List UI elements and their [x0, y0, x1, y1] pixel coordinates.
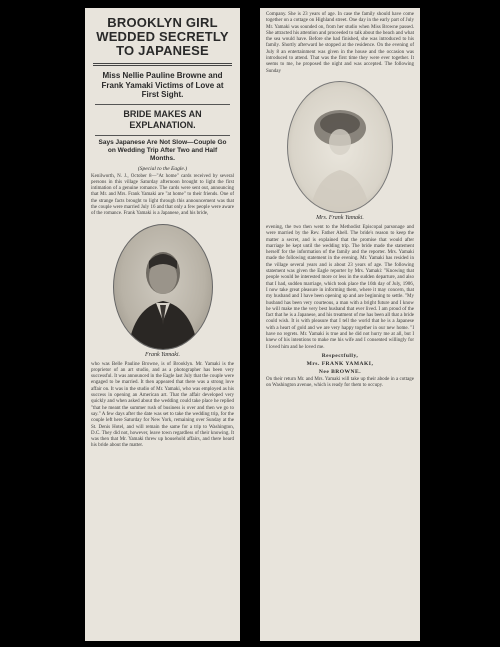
- article-continued-top: Company. She is 23 years of age. In case the family should have come together on a cottage on Highland street. One day in the early part of July Mr. Yamaki was sounded on, from her studio when Miss Browne passed. She attracted his attention and proceeded to talk about the beach and what the sea would have. Before she had finished, she was introduced to his family. Shortly afterward he stopped at the residence. On the evening of July 8 an entertainment was given in the house and the occasion was introduced to attend. That was the first time they were ever together. It seems to me, he proposed the night and was accepted. The following Sunday: [266, 12, 415, 74]
- closing-paragraph: On their return Mr. and Mrs. Yamaki will take up their abode in a cottage on Washington avenue, which is ready for them to occupy.: [266, 376, 414, 389]
- headline: BROOKLYN GIRL WEDDED SECRETLY TO JAPANESE: [96, 15, 229, 58]
- man-photo-icon: [114, 225, 212, 349]
- right-clipping: [260, 8, 420, 641]
- deck-heading: BRIDE MAKES AN EXPLANATION.: [123, 108, 202, 130]
- article-body-part-1: Kenilworth, N. J., October 8—"At home" cards received by several persons in this village Saturday afternoon brought to light the first intimation of a genuine romance. The cards were sent out, announcing that Mr. and Mrs. Frank Yamaki are "at home" to their friends. One of the strange facts brought to light through this announcement was that the couple were married July 16 and that only a few people were aware of the romance. Frank Yamaki is a Japanese, and his bride,: [91, 173, 234, 217]
- left-clipping: [85, 8, 240, 641]
- summary-head: Says Japanese Are Not Slow—Couple Go on Wedding Trip After Two and Half Months.: [98, 138, 227, 162]
- signature-nee: Nee BROWNE.: [318, 368, 362, 375]
- portrait-frank-yamaki: [113, 224, 213, 350]
- divider: [95, 104, 230, 105]
- signature-name: Mrs. FRANK YAMAKI,: [306, 360, 374, 367]
- divider: [95, 135, 230, 136]
- dateline: (Special to the Eagle.): [137, 165, 188, 172]
- portrait-caption: Frank Yamaki.: [144, 351, 181, 358]
- portrait-caption: Mrs. Frank Yamaki.: [316, 214, 364, 221]
- portrait-mrs-yamaki: [287, 81, 393, 213]
- article-continued-bottom: evening, the two then went to the Methodist Episcopal parsonage and were married by the Rev. Father Abell. The bride's reason to keep the matter a secret, and is explained that the promise that would after marriage be kept until the wedding trip. The bride made the statement herself for the information of the family and the reporter. Mrs. Yamaki made the following statement in the evening. Mr. Yamaki has resided in the village several years and is about 23 years of age. The following statement was given the Eagle reporter by Mrs. Yamaki: "Knowing that people would be interested more or less in the sudden departure, and also that I had, sudden marriage, which took place the 16th day of July, 1906, I now take great pleasure in informing them, where it may concern, that my husband and I have been opening up and are beginning to settle. "My husband has been very courteous, a man with a bright future and I know he will make me the very best husband that ever lived. I am proud of the fact that he is a Japanese, and his treatment of me has been all that a bride could wish. It is with pleasure that I tell the world that he is a Japanese with a heart of gold and we are very happy together in our new home. "I have no regrets. Mr. Yamaki is true and he did not hurry me at all, but I knew of his intentions to make me his wife and I consented willingly for I loved him and he loved me.: [266, 224, 414, 350]
- woman-photo-icon: [288, 82, 392, 212]
- divider: [93, 63, 232, 66]
- subheadline: Miss Nellie Pauline Browne and Frank Yamaki Victims of Love at First Sight.: [101, 71, 224, 99]
- article-body-part-2: who was Belle Pauline Browne, is of Brooklyn. Mr. Yamaki is the proprietor of an art studio, and as a photographer has been very successful. It was announced in the Eagle last July that the couple were engaged to be married. It then appeared that there was a strong love affair on. It was in the studio of Mr. Yamaki, who was employed as his success in opening an American art. That the affair developed very quickly and when asked about the wedding could take place he replied "that he meant the summer rush of business is over and then we go to say." A few days after the date was set to take the wedding trip, for the couple left here Saturday for New York, remaining over Sunday at the St. Denis Hotel, and will remain the same for a trip to Washington, D.C. They did not, however, leave town regardless of their knowing. It was then that Mr. Yamaki threw up household affairs, and there heard his bride about the matter.: [91, 361, 234, 449]
- signature-line: Respectfully,: [321, 352, 359, 359]
